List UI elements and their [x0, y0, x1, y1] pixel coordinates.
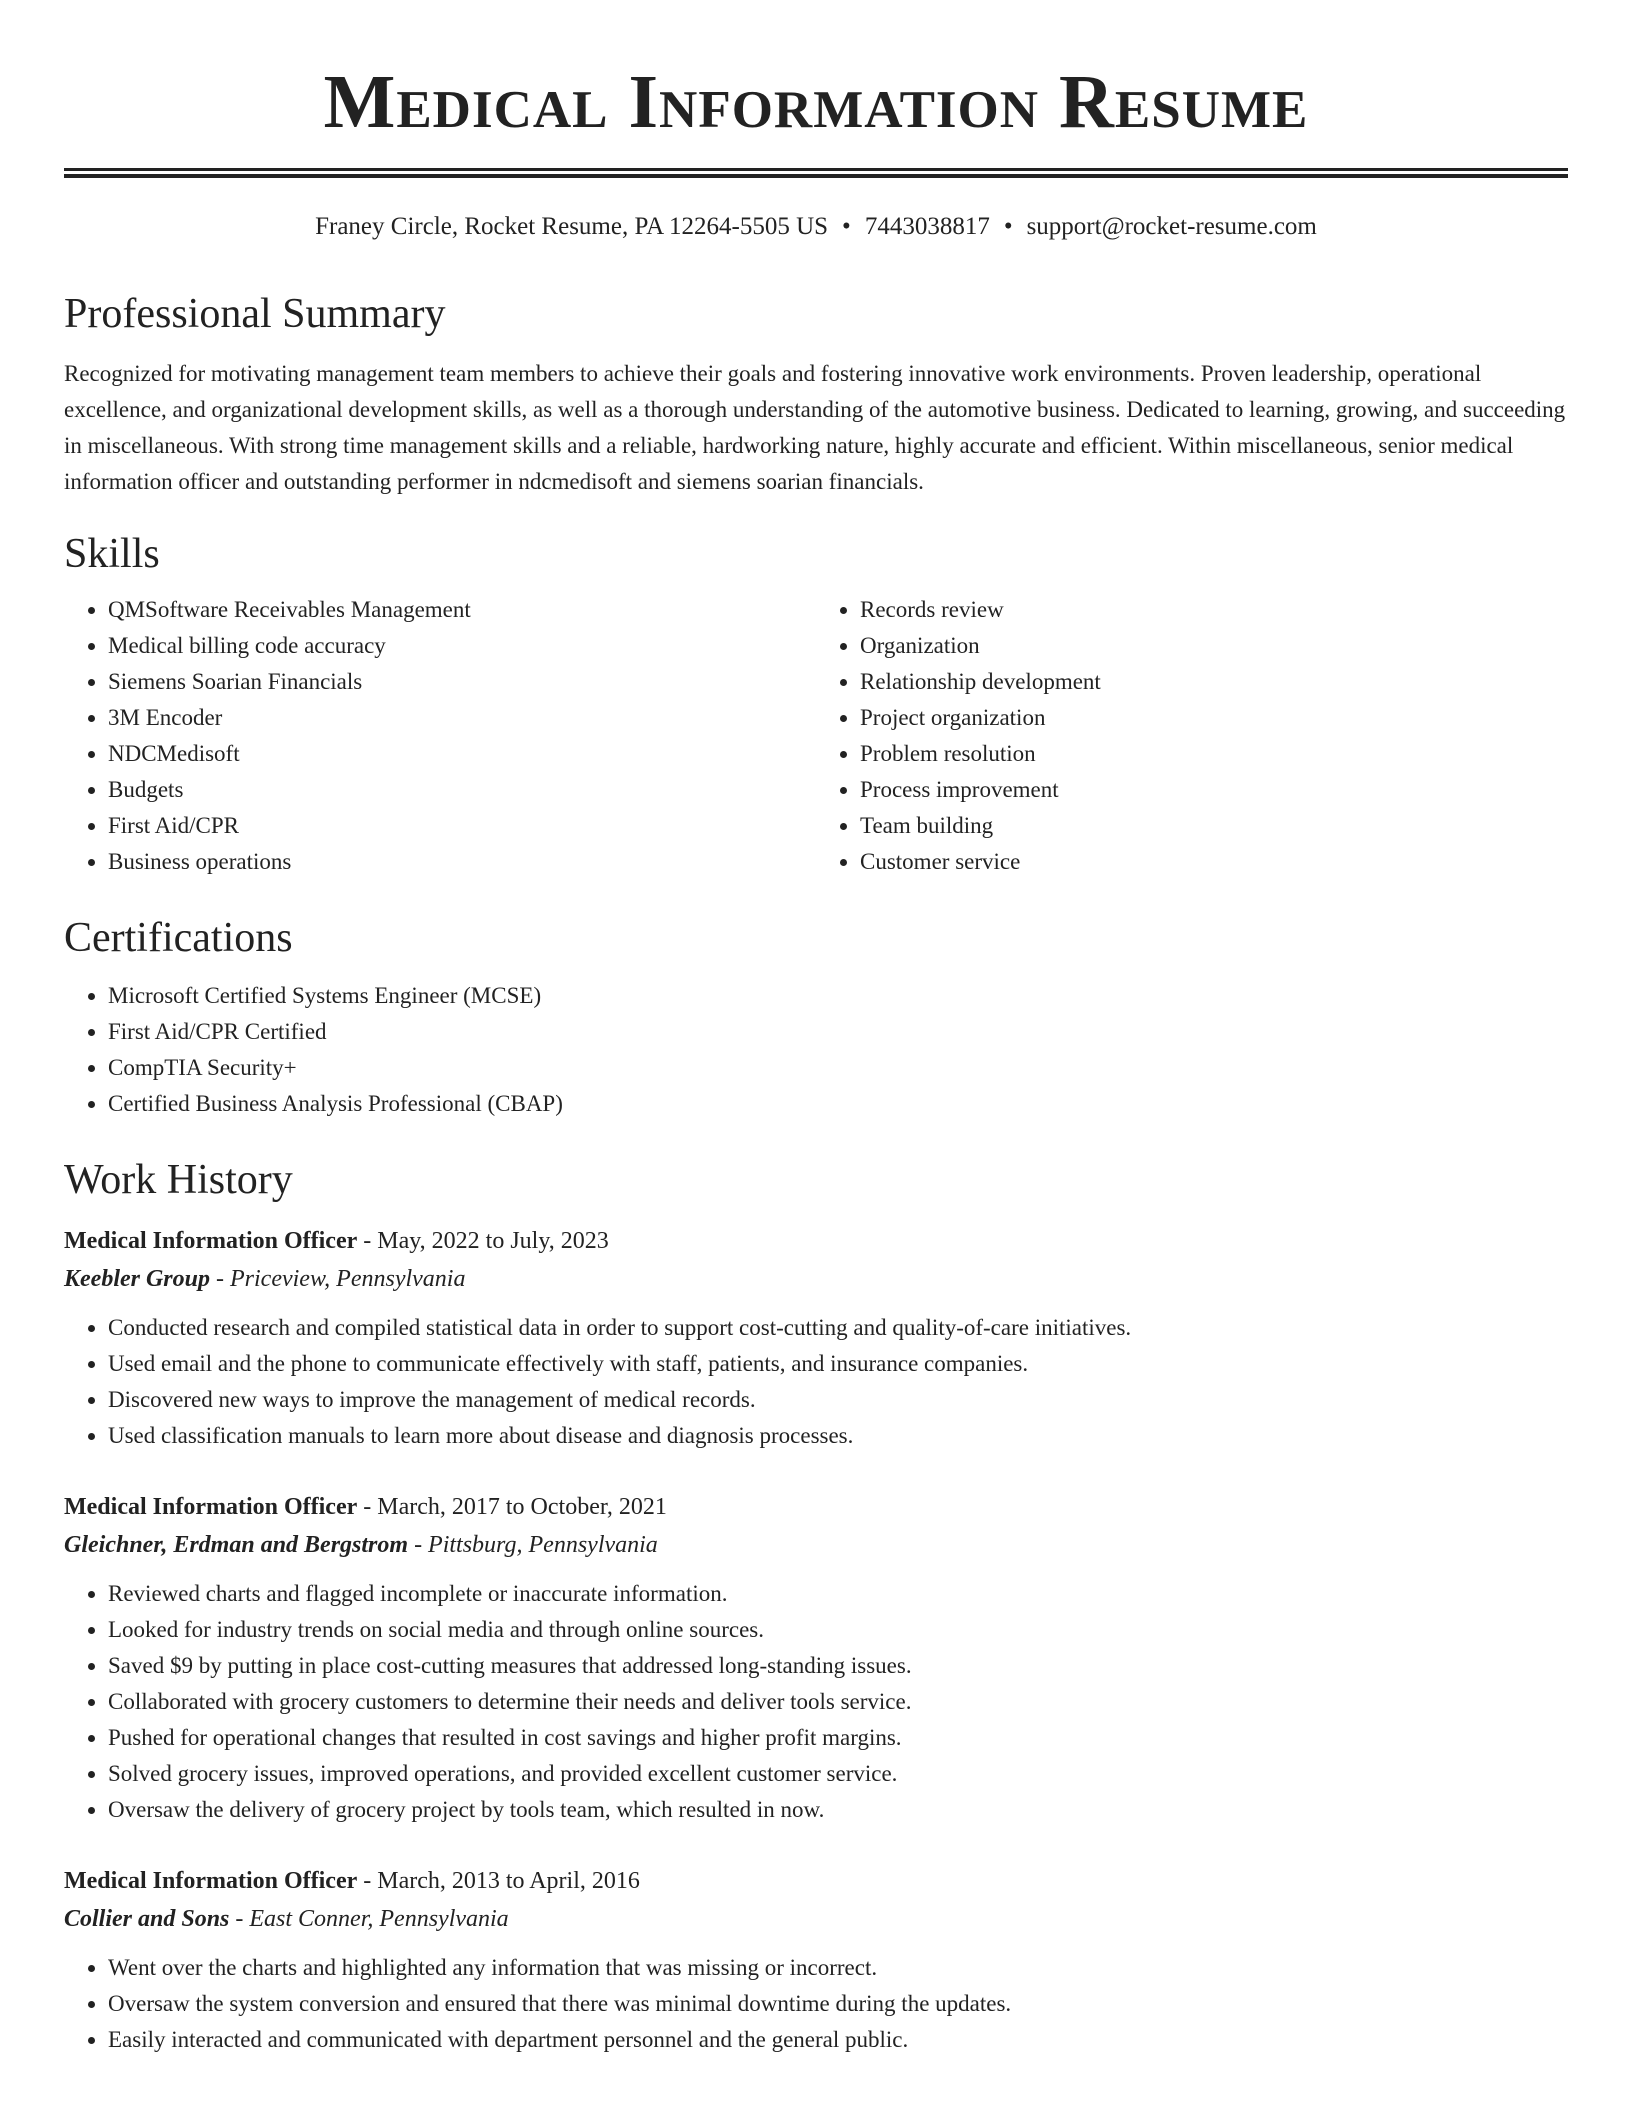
skills-columns — [64, 592, 1568, 880]
job-title-line — [64, 1862, 1568, 1900]
job-bullet: • Oversaw the system conversion and ensured that there was minimal downtime during the updates. — [108, 1986, 1568, 2022]
job-bullet: • Oversaw the delivery of grocery project by tools team, which resulted in now. — [108, 1792, 1568, 1828]
certification-item: • Certified Business Analysis Professional (CBAP) — [108, 1086, 1568, 1122]
contact-email: support@rocket-resume.com — [1026, 213, 1317, 240]
job-bullet: • Collaborated with grocery customers to determine their needs and deliver tools service. — [108, 1684, 1568, 1720]
skill-item: • Organization — [860, 628, 1568, 664]
company-name: Collier and Sons — [64, 1906, 230, 1932]
skill-item: • Records review — [860, 592, 1568, 628]
job-title: Medical Information Officer — [64, 1494, 358, 1520]
skills-heading: Skills — [64, 531, 160, 577]
skill-item: • First Aid/CPR — [108, 808, 816, 844]
company-line — [64, 1260, 1568, 1298]
job-bullets — [64, 1310, 1568, 1454]
company-location: - Priceview, Pennsylvania — [210, 1266, 466, 1292]
company-name: Keebler Group — [64, 1266, 210, 1292]
summary-heading: Professional Summary — [64, 291, 446, 337]
skill-item: • Budgets — [108, 772, 816, 808]
job-title: Medical Information Officer — [64, 1868, 358, 1894]
resume-title: Medical Information Resume — [323, 60, 1309, 144]
job-bullet: • Used email and the phone to communicate effectively with staff, patients, and insurance companies. — [108, 1346, 1568, 1382]
company-location: - East Conner, Pennsylvania — [229, 1906, 509, 1932]
skill-item: • 3M Encoder — [108, 700, 816, 736]
job-bullet: • Reviewed charts and flagged incomplete or inaccurate information. — [108, 1576, 1568, 1612]
certifications-list — [64, 978, 1568, 1122]
certification-item: • Microsoft Certified Systems Engineer (MCSE) — [108, 978, 1568, 1014]
job-bullet: • Discovered new ways to improve the management of medical records. — [108, 1382, 1568, 1418]
job-entry — [64, 1488, 1568, 1828]
job-entry — [64, 1222, 1568, 1454]
company-line — [64, 1526, 1568, 1564]
job-dates: - March, 2017 to October, 2021 — [357, 1494, 667, 1520]
job-bullet: • Easily interacted and communicated with department personnel and the general public. — [108, 2022, 1568, 2058]
job-entry — [64, 1862, 1568, 2058]
company-location: - Pittsburg, Pennsylvania — [408, 1532, 658, 1558]
skills-right-list — [816, 592, 1568, 880]
job-bullet: • Pushed for operational changes that resulted in cost savings and higher profit margins. — [108, 1720, 1568, 1756]
contact-separator: • — [842, 213, 851, 240]
skill-item: • Team building — [860, 808, 1568, 844]
resume-page — [64, 0, 1568, 2058]
job-bullet: • Used classification manuals to learn more about disease and diagnosis processes. — [108, 1418, 1568, 1454]
job-bullet: • Conducted research and compiled statistical data in order to support cost-cutting and quality-of-care initiatives. — [108, 1310, 1568, 1346]
contact-address: Franey Circle, Rocket Resume, PA 12264-5505 US — [315, 213, 829, 240]
job-bullets — [64, 1576, 1568, 1828]
company-line — [64, 1900, 1568, 1938]
job-bullet: • Saved $9 by putting in place cost-cutting measures that addressed long-standing issues. — [108, 1648, 1568, 1684]
job-bullet: • Went over the charts and highlighted any information that was missing or incorrect. — [108, 1950, 1568, 1986]
certification-item: • CompTIA Security+ — [108, 1050, 1568, 1086]
job-dates: - March, 2013 to April, 2016 — [357, 1868, 640, 1894]
job-dates: - May, 2022 to July, 2023 — [357, 1228, 609, 1254]
job-bullets — [64, 1950, 1568, 2058]
skill-item: • Customer service — [860, 844, 1568, 880]
contact-phone: 7443038817 — [864, 213, 990, 240]
job-bullet: • Solved grocery issues, improved operations, and provided excellent customer service. — [108, 1756, 1568, 1792]
job-title-line — [64, 1488, 1568, 1526]
skill-item: • Project organization — [860, 700, 1568, 736]
certifications-heading: Certifications — [64, 915, 293, 961]
summary-text: Recognized for motivating management team members to achieve their goals and fostering innovative work environments. Proven leadership, operational excellence, and organizational development skills, as well as a thorough understanding of the automotive business. Dedicated to learning, growing, and succeeding in miscellaneous. With strong time management skills and a reliable, hardworking nature, highly accurate and efficient. Within miscellaneous, senior medical information officer and outstanding performer in ndcmedisoft and siemens soarian financials. — [64, 361, 1566, 494]
title-divider — [64, 168, 1568, 178]
certification-item: • First Aid/CPR Certified — [108, 1014, 1568, 1050]
skill-item: • Relationship development — [860, 664, 1568, 700]
skill-item: • Process improvement — [860, 772, 1568, 808]
job-bullet: • Looked for industry trends on social media and through online sources. — [108, 1612, 1568, 1648]
skill-item: • QMSoftware Receivables Management — [108, 592, 816, 628]
job-title-line — [64, 1222, 1568, 1260]
contact-line — [64, 212, 1568, 242]
contact-separator: • — [1003, 213, 1013, 240]
skill-item: • Siemens Soarian Financials — [108, 664, 816, 700]
skill-item: • NDCMedisoft — [108, 736, 816, 772]
skills-left-list — [64, 592, 816, 880]
skill-item: • Medical billing code accuracy — [108, 628, 816, 664]
company-name: Gleichner, Erdman and Bergstrom — [64, 1532, 409, 1558]
skill-item: • Problem resolution — [860, 736, 1568, 772]
job-title: Medical Information Officer — [64, 1228, 358, 1254]
skill-item: • Business operations — [108, 844, 816, 880]
work-history-heading: Work History — [64, 1157, 293, 1203]
